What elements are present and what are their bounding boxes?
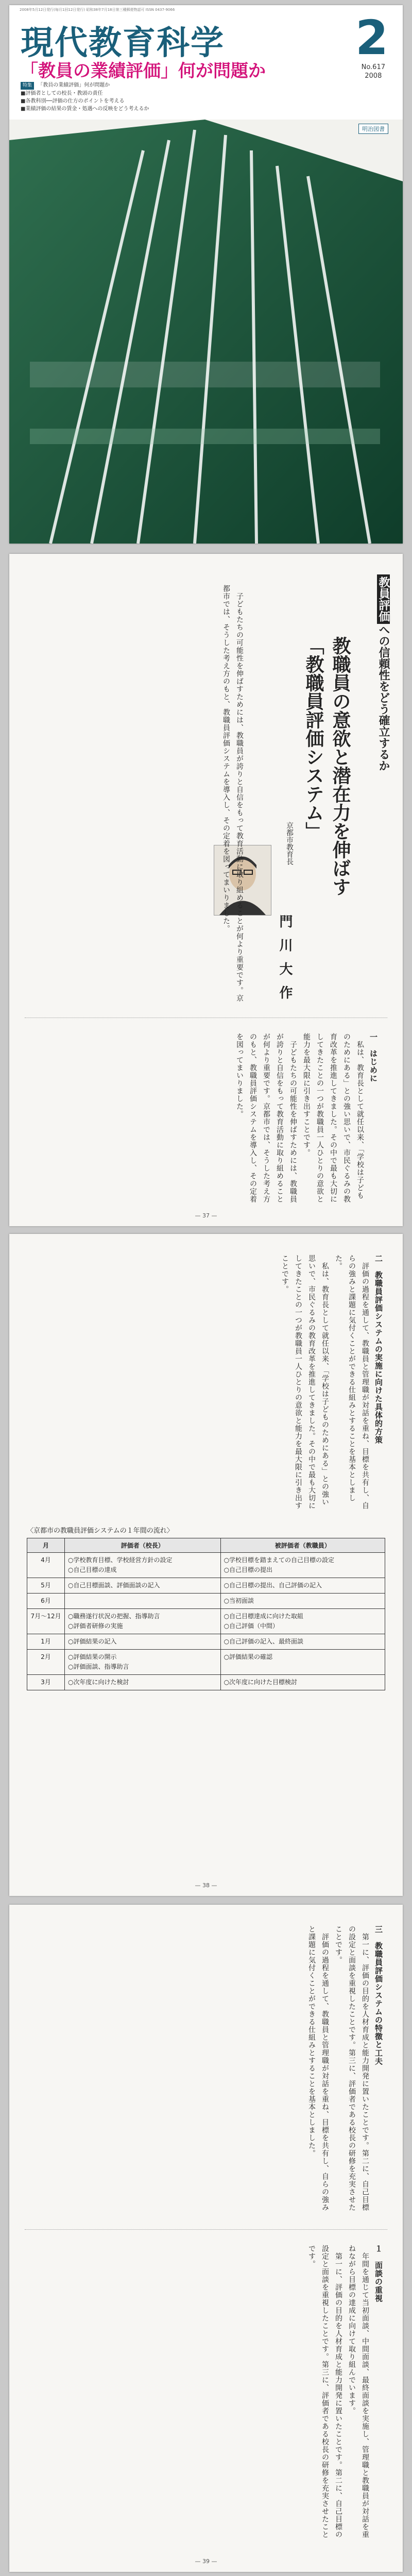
column-header: 被評価者（教職員） [220, 1538, 385, 1553]
body-column-lower [30, 2245, 385, 2544]
publisher-logo: 明治図書 [358, 124, 388, 134]
month-cell: 2月 [27, 1650, 65, 1675]
section-heading: 三 教職員評価システムの特徴と工夫 [374, 1925, 383, 2065]
page-number: — 37 — [195, 1212, 217, 1219]
section-heading: １ 面談の重視 [374, 2245, 383, 2302]
evaluatee-cell: ○自己評価の記入、最終面談 [220, 1634, 385, 1650]
body-column [30, 1033, 380, 1203]
column-header: 評価者（校長） [65, 1538, 221, 1553]
body-text: 私は、教育長として就任以来、「学校は子どものためにある」との強い思いで、市民ぐるみの教育改革を推進してきました。その中で最も大切にしてきたことの一つが教職員一人ひとりの意欲と能力を最大限に引き出すことです。 [302, 1033, 364, 1203]
kicker-tag: 教員評価 [377, 574, 390, 624]
table-row [27, 1609, 385, 1634]
issue-year: 2008 [365, 72, 382, 80]
toc-tag: 特集 [21, 82, 34, 90]
author-role: 京都市教育長 [285, 822, 294, 865]
table-header-row [27, 1538, 385, 1553]
body-text: 第一に、評価の目的を人材育成と能力開発に置いたことです。第二に、自己目標の設定と面談を重視したことです。第三に、評価者である校長の研修を充実させたことです。 [334, 1925, 369, 2211]
section-heading: 二 教職員評価システムの実施に向けた具体的方策 [374, 1255, 383, 1444]
evaluatee-cell: ○当初面談 [220, 1594, 385, 1609]
body-text: 第一に、評価の目的を人材育成と能力開発に置いたことです。第二に、自己目標の設定と面談を重視したことです。第三に、評価者である校長の研修を充実させたことです。 [307, 2245, 342, 2538]
body-column-intro [30, 585, 246, 1007]
table-row [27, 1578, 385, 1594]
magazine-title: 現代教育科学 [21, 24, 225, 62]
month-cell: 7月〜12月 [27, 1609, 65, 1634]
evaluator-cell: ○次年度に向けた検討 [65, 1675, 221, 1690]
toc-line: 「教員の業績評価」何が問題か [38, 82, 110, 88]
cover-fine-print: 2008年5月12日発行(毎月1回12日発行) 昭和38年7月18日第三種郵便物認可 ISSN 0437-9066 [20, 8, 175, 12]
body-column [30, 1255, 385, 1512]
title-line-2: 「教職員評価システム」 [303, 636, 324, 840]
toc-line: ■業績評価の結果の賃金・処遇への反映をどう考えるか [21, 106, 149, 112]
issue-number: No.617 [361, 63, 385, 71]
article-page-1 [9, 554, 403, 1226]
body-text: 評価の過程を通して、教職員と管理職が対話を重ね、目標を共有し、自らの強みと課題に気付くことができる仕組みとすることを基本としました。 [334, 1255, 369, 1510]
column-header: 月 [27, 1538, 65, 1553]
month-cell: 4月 [27, 1553, 65, 1578]
body-text: 私は、教育長として就任以来、「学校は子どものためにある」との強い思いで、市民ぐるみの教育改革を推進してきました。その中で最も大切にしてきたことの一つが教職員一人ひとりの意欲と能力を最大限に引き出すことです。 [281, 1255, 329, 1510]
author-name: 門川大作 [277, 914, 293, 1009]
evaluator-cell: ○職務遂行状況の把握、指導助言 ○評価者研修の実施 [65, 1609, 221, 1634]
schedule-table [27, 1538, 385, 1690]
body-text: 評価の過程を通して、教職員と管理職が対話を重ね、目標を共有し、自らの強みと課題に気付くことができる仕組みとすることを基本としました。 [307, 1925, 329, 2211]
evaluator-cell: ○自己目標面談、評価面談の記入 [65, 1578, 221, 1594]
evaluatee-cell: ○次年度に向けた目標検討 [220, 1675, 385, 1690]
table-row [27, 1675, 385, 1690]
table-row [27, 1650, 385, 1675]
month-cell: 1月 [27, 1634, 65, 1650]
article-page-3 [9, 1905, 403, 2572]
page-number: — 38 — [195, 1882, 217, 1889]
article-title [300, 636, 354, 896]
table-of-contents [21, 81, 330, 113]
table-row [27, 1634, 385, 1650]
table-row [27, 1553, 385, 1578]
schedule-table-block [27, 1525, 385, 1690]
evaluatee-cell: ○自己目標達成に向けた取組 ○自己評価（中間） [220, 1609, 385, 1634]
evaluatee-cell: ○学校目標を踏まえての自己目標の設定 ○自己目標の提出 [220, 1553, 385, 1578]
evaluatee-cell: ○自己目標の提出、自己評価の記入 [220, 1578, 385, 1594]
evaluator-cell: ○評価結果の記入 [65, 1634, 221, 1650]
evaluator-cell: ○評価結果の開示 ○評価面談、指導助言 [65, 1650, 221, 1675]
kicker-text: への信頼性をどう確立するか [377, 624, 390, 771]
divider [25, 2229, 387, 2230]
issue-number-box [362, 63, 385, 80]
body-text: 子どもたちの可能性を伸ばすためには、教職員が誇りと自信をもって教育活動に取り組めることが何より重要です。京都市では、そうした考え方のもと、教職員評価システムを導入し、その定着を図ってまいりました。 [222, 585, 244, 1002]
evaluator-cell [65, 1594, 221, 1609]
feature-title: 「教員の業績評価」何が問題か [21, 61, 266, 81]
cover-artwork [9, 120, 403, 544]
table-row [27, 1594, 385, 1609]
table-caption: 〈京都市の教職員評価システムの１年間の流れ〉 [27, 1527, 174, 1535]
toc-line: ■各教科別──評価の仕方のポイントを考える [21, 98, 125, 104]
month-cell: 6月 [27, 1594, 65, 1609]
page-number: — 39 — [195, 2558, 217, 2565]
month-cell: 3月 [27, 1675, 65, 1690]
evaluator-cell: ○学校教育目標、学校経営方針の設定 ○自己目標の達成 [65, 1553, 221, 1578]
body-column-upper [30, 1925, 385, 2214]
section-heading: 一 はじめに [369, 1033, 378, 1082]
magazine-cover [9, 5, 403, 544]
cover-header [9, 5, 403, 116]
toc-line: ■評価者としての校長・教頭の責任 [21, 91, 103, 96]
body-text: 子どもたちの可能性を伸ばすためには、教職員が誇りと自信をもって教育活動に取り組めることが何より重要です。京都市では、そうした考え方のもと、教職員評価システムを導入し、その定着を図ってまいりました。 [235, 1033, 297, 1203]
body-text: 年間を通じて当初面談、中間面談、最終面談を実施し、管理職と教職員が対話を重ねながら目標の達成に向けて取り組んでいます。 [348, 2245, 369, 2538]
article-page-2 [9, 1234, 403, 1896]
title-line-1: 教職員の意欲と潜在力を伸ばす [330, 636, 351, 896]
evaluatee-cell: ○評価結果の確認 [220, 1650, 385, 1675]
article-kicker [375, 574, 391, 771]
month-cell: 5月 [27, 1578, 65, 1594]
issue-month: 2 [355, 10, 388, 65]
